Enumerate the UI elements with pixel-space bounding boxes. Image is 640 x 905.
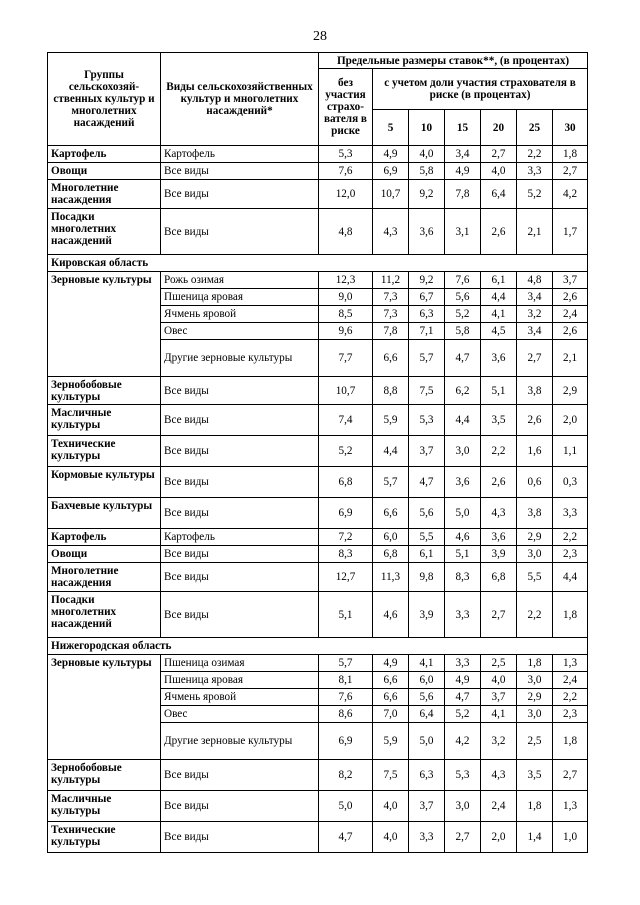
rate-value: 3,6 (409, 209, 445, 255)
crop-kind: Все виды (161, 760, 319, 791)
rate-value: 6,6 (373, 498, 409, 529)
rate-value: 4,1 (481, 306, 517, 323)
rate-value: 6,8 (319, 467, 373, 498)
rate-value: 5,8 (445, 323, 481, 340)
rate-value: 5,5 (409, 529, 445, 546)
rate-value: 3,6 (445, 467, 481, 498)
crop-kind: Рожь озимая (161, 272, 319, 289)
crop-kind: Все виды (161, 467, 319, 498)
rates-table (47, 52, 588, 853)
table-row (48, 467, 588, 498)
rate-value: 2,5 (481, 655, 517, 672)
rate-value: 4,5 (481, 323, 517, 340)
crop-kind: Пшеница яровая (161, 672, 319, 689)
rate-value: 4,9 (373, 655, 409, 672)
rate-value: 7,5 (409, 377, 445, 405)
rate-value: 6,6 (373, 672, 409, 689)
region-title: Кировская область (48, 255, 588, 272)
crop-kind: Все виды (161, 436, 319, 467)
rate-value: 5,0 (445, 498, 481, 529)
rate-value: 7,3 (373, 289, 409, 306)
rate-value: 8,2 (319, 760, 373, 791)
rate-value: 3,6 (481, 340, 517, 377)
rate-value: 1,7 (553, 209, 588, 255)
crop-kind: Все виды (161, 180, 319, 209)
rate-value: 5,9 (373, 723, 409, 760)
rate-value: 5,0 (319, 791, 373, 822)
rate-value: 8,3 (445, 563, 481, 592)
rate-value: 2,2 (553, 689, 588, 706)
crop-kind: Ячмень яровой (161, 306, 319, 323)
rate-value: 5,1 (319, 592, 373, 638)
rate-value: 4,6 (373, 592, 409, 638)
rate-value: 3,4 (445, 146, 481, 163)
rate-value: 4,3 (481, 760, 517, 791)
rate-value: 5,1 (445, 546, 481, 563)
rate-value: 2,3 (553, 706, 588, 723)
rate-value: 7,7 (319, 340, 373, 377)
rate-value: 2,4 (553, 306, 588, 323)
rate-value: 5,6 (409, 689, 445, 706)
crop-kind: Ячмень яровой (161, 689, 319, 706)
rate-value: 3,3 (409, 822, 445, 853)
crop-group: Зернобобовые культуры (48, 760, 161, 791)
table-row (48, 791, 588, 822)
rate-value: 5,3 (409, 405, 445, 436)
table-row (48, 436, 588, 467)
rate-value: 1,3 (553, 655, 588, 672)
table-row (48, 163, 588, 180)
crop-kind: Картофель (161, 529, 319, 546)
rate-value: 3,4 (517, 289, 553, 306)
rate-value: 4,0 (481, 672, 517, 689)
crop-kind: Все виды (161, 592, 319, 638)
rate-value: 5,1 (481, 377, 517, 405)
rate-value: 5,8 (409, 163, 445, 180)
rate-value: 6,9 (373, 163, 409, 180)
rate-value: 10,7 (319, 377, 373, 405)
rate-value: 1,1 (553, 436, 588, 467)
rate-value: 6,9 (319, 723, 373, 760)
rate-value: 6,4 (481, 180, 517, 209)
table-row (48, 405, 588, 436)
rate-value: 5,7 (409, 340, 445, 377)
crop-group: Зерновые культуры (48, 655, 161, 760)
crop-group: Многолетние насаждения (48, 563, 161, 592)
rate-value: 4,0 (409, 146, 445, 163)
rate-value: 2,9 (553, 377, 588, 405)
rate-value: 3,7 (553, 272, 588, 289)
rate-value: 3,0 (517, 706, 553, 723)
rate-value: 7,6 (445, 272, 481, 289)
rate-value: 4,0 (481, 163, 517, 180)
rate-value: 3,6 (481, 529, 517, 546)
table-row (48, 529, 588, 546)
rate-value: 11,2 (373, 272, 409, 289)
crop-group: Овощи (48, 546, 161, 563)
table-row (48, 180, 588, 209)
share-header: 10 (409, 110, 445, 146)
rate-value: 5,6 (409, 498, 445, 529)
crop-kind: Все виды (161, 163, 319, 180)
rate-value: 4,4 (553, 563, 588, 592)
table-row (48, 272, 588, 289)
region-row (48, 255, 588, 272)
rate-value: 4,0 (373, 791, 409, 822)
rate-value: 4,9 (445, 672, 481, 689)
rate-value: 6,6 (373, 689, 409, 706)
crop-group: Технические культуры (48, 436, 161, 467)
rate-value: 7,6 (319, 163, 373, 180)
rate-value: 9,2 (409, 272, 445, 289)
rate-value: 4,7 (319, 822, 373, 853)
groups-header: Группы сельскохозяй-ственных культур и многолетних насаждений (48, 53, 161, 146)
kinds-header: Виды сельскохозяйственных культур и многолетних насаждений* (161, 53, 319, 146)
rate-value: 2,2 (553, 529, 588, 546)
rate-value: 7,2 (319, 529, 373, 546)
rate-value: 4,7 (445, 340, 481, 377)
crop-group: Масличные культуры (48, 405, 161, 436)
rate-value: 5,7 (373, 467, 409, 498)
rate-value: 7,8 (445, 180, 481, 209)
rate-value: 5,2 (445, 706, 481, 723)
rate-value: 2,5 (517, 723, 553, 760)
table-row (48, 655, 588, 672)
rate-value: 8,1 (319, 672, 373, 689)
rate-value: 7,8 (373, 323, 409, 340)
rate-value: 3,4 (517, 323, 553, 340)
page-number: 28 (313, 29, 327, 44)
rate-value: 4,9 (373, 146, 409, 163)
crop-kind: Все виды (161, 563, 319, 592)
rate-value: 0,3 (553, 467, 588, 498)
rate-value: 4,2 (553, 180, 588, 209)
rate-value: 2,6 (553, 323, 588, 340)
rate-value: 2,0 (481, 822, 517, 853)
rate-value: 11,3 (373, 563, 409, 592)
crop-kind: Овес (161, 706, 319, 723)
crop-kind: Пшеница озимая (161, 655, 319, 672)
rate-value: 6,1 (409, 546, 445, 563)
rate-value: 12,0 (319, 180, 373, 209)
rate-value: 7,6 (319, 689, 373, 706)
rate-value: 4,9 (445, 163, 481, 180)
rate-value: 2,2 (517, 146, 553, 163)
rate-value: 3,8 (517, 498, 553, 529)
table-row (48, 146, 588, 163)
rate-value: 4,1 (409, 655, 445, 672)
rate-value: 2,7 (553, 163, 588, 180)
rate-value: 3,8 (517, 377, 553, 405)
rate-value: 3,7 (481, 689, 517, 706)
rate-value: 1,0 (553, 822, 588, 853)
rate-value: 9,0 (319, 289, 373, 306)
crop-group: Технические культуры (48, 822, 161, 853)
table-row (48, 563, 588, 592)
rate-value: 1,3 (553, 791, 588, 822)
crop-kind: Все виды (161, 498, 319, 529)
rate-value: 1,8 (553, 592, 588, 638)
no-share-header: без участия страхо-вателя в риске (319, 69, 373, 146)
rate-value: 7,5 (373, 760, 409, 791)
rate-value: 3,2 (517, 306, 553, 323)
rate-value: 4,4 (373, 436, 409, 467)
rate-value: 2,9 (517, 689, 553, 706)
rate-value: 3,9 (409, 592, 445, 638)
rate-value: 5,2 (319, 436, 373, 467)
rate-value: 6,0 (373, 529, 409, 546)
rate-value: 7,3 (373, 306, 409, 323)
rate-value: 2,4 (481, 791, 517, 822)
share-header: 15 (445, 110, 481, 146)
rate-value: 2,2 (517, 592, 553, 638)
rate-value: 5,7 (319, 655, 373, 672)
table-row (48, 592, 588, 638)
rate-value: 1,8 (553, 146, 588, 163)
crop-kind: Все виды (161, 377, 319, 405)
crop-kind: Овес (161, 323, 319, 340)
crop-kind: Все виды (161, 209, 319, 255)
limits-header: Предельные размеры ставок**, (в процентах) (319, 53, 588, 69)
rate-value: 3,0 (445, 791, 481, 822)
rate-value: 2,0 (553, 405, 588, 436)
rate-value: 6,0 (409, 672, 445, 689)
rate-value: 2,7 (517, 340, 553, 377)
rate-value: 3,3 (445, 655, 481, 672)
rate-value: 6,9 (319, 498, 373, 529)
rate-value: 5,5 (517, 563, 553, 592)
rate-value: 8,8 (373, 377, 409, 405)
crop-kind: Другие зерновые культуры (161, 723, 319, 760)
crop-group: Овощи (48, 163, 161, 180)
crop-group: Посадки многолетних насаждений (48, 209, 161, 255)
rate-value: 1,8 (517, 655, 553, 672)
rate-value: 4,1 (481, 706, 517, 723)
rate-value: 2,4 (553, 672, 588, 689)
rate-value: 1,8 (553, 723, 588, 760)
rate-value: 4,3 (481, 498, 517, 529)
rate-value: 2,7 (481, 592, 517, 638)
rate-value: 2,7 (481, 146, 517, 163)
rate-value: 5,6 (445, 289, 481, 306)
rate-value: 2,6 (481, 209, 517, 255)
table-row (48, 546, 588, 563)
rate-value: 2,3 (553, 546, 588, 563)
rate-value: 1,6 (517, 436, 553, 467)
rate-value: 10,7 (373, 180, 409, 209)
rate-value: 3,5 (517, 760, 553, 791)
rate-value: 3,3 (517, 163, 553, 180)
table-row (48, 498, 588, 529)
rate-value: 8,5 (319, 306, 373, 323)
rate-value: 2,7 (445, 822, 481, 853)
crop-group: Картофель (48, 529, 161, 546)
rate-value: 4,4 (481, 289, 517, 306)
rate-value: 5,0 (409, 723, 445, 760)
region-title: Нижегородская область (48, 638, 588, 655)
crop-kind: Картофель (161, 146, 319, 163)
share-header: 5 (373, 110, 409, 146)
rate-value: 3,2 (481, 723, 517, 760)
rate-value: 3,7 (409, 791, 445, 822)
rate-value: 3,0 (445, 436, 481, 467)
rate-value: 5,2 (445, 306, 481, 323)
rate-value: 2,6 (553, 289, 588, 306)
rate-value: 4,4 (445, 405, 481, 436)
table-row (48, 377, 588, 405)
rate-value: 8,6 (319, 706, 373, 723)
crop-kind: Все виды (161, 405, 319, 436)
crop-kind: Все виды (161, 822, 319, 853)
rate-value: 3,9 (481, 546, 517, 563)
table-row (48, 760, 588, 791)
rate-value: 4,8 (517, 272, 553, 289)
rate-value: 7,1 (409, 323, 445, 340)
crop-kind: Все виды (161, 791, 319, 822)
crop-kind: Другие зерновые культуры (161, 340, 319, 377)
rate-value: 7,0 (373, 706, 409, 723)
rate-value: 6,2 (445, 377, 481, 405)
with-share-header: с учетом доли участия страхователя в риске (в процентах) (373, 69, 588, 110)
rate-value: 3,0 (517, 546, 553, 563)
rate-value: 1,8 (517, 791, 553, 822)
rate-value: 2,1 (517, 209, 553, 255)
rate-value: 2,9 (517, 529, 553, 546)
rate-value: 4,0 (373, 822, 409, 853)
table-row (48, 209, 588, 255)
crop-group: Зерновые культуры (48, 272, 161, 377)
rate-value: 1,4 (517, 822, 553, 853)
rate-value: 5,9 (373, 405, 409, 436)
rate-value: 2,6 (517, 405, 553, 436)
rate-value: 8,3 (319, 546, 373, 563)
rate-value: 4,2 (445, 723, 481, 760)
rate-value: 2,7 (553, 760, 588, 791)
rate-value: 3,3 (445, 592, 481, 638)
share-header: 30 (553, 110, 588, 146)
crop-group: Кормовые культуры (48, 467, 161, 498)
rate-value: 5,3 (445, 760, 481, 791)
rate-value: 3,1 (445, 209, 481, 255)
rate-value: 4,3 (373, 209, 409, 255)
rate-value: 4,8 (319, 209, 373, 255)
rate-value: 9,2 (409, 180, 445, 209)
rate-value: 5,3 (319, 146, 373, 163)
rate-value: 7,4 (319, 405, 373, 436)
rate-value: 6,8 (373, 546, 409, 563)
rate-value: 6,3 (409, 760, 445, 791)
crop-group: Картофель (48, 146, 161, 163)
rate-value: 6,8 (481, 563, 517, 592)
rate-value: 3,7 (409, 436, 445, 467)
crop-group: Многолетние насаждения (48, 180, 161, 209)
rate-value: 12,3 (319, 272, 373, 289)
table-row (48, 822, 588, 853)
rate-value: 6,4 (409, 706, 445, 723)
crop-kind: Все виды (161, 546, 319, 563)
rate-value: 2,6 (481, 467, 517, 498)
rate-value: 12,7 (319, 563, 373, 592)
rate-value: 3,3 (553, 498, 588, 529)
crop-group: Бахчевые культуры (48, 498, 161, 529)
crop-group: Масличные культуры (48, 791, 161, 822)
rate-value: 5,2 (517, 180, 553, 209)
rate-value: 9,6 (319, 323, 373, 340)
rate-value: 6,6 (373, 340, 409, 377)
rate-value: 4,7 (409, 467, 445, 498)
rate-value: 2,1 (553, 340, 588, 377)
crop-group: Посадки многолетних насаждений (48, 592, 161, 638)
rate-value: 6,7 (409, 289, 445, 306)
rate-value: 3,5 (481, 405, 517, 436)
rate-value: 9,8 (409, 563, 445, 592)
share-header: 25 (517, 110, 553, 146)
crop-group: Зернобобовые культуры (48, 377, 161, 405)
share-header: 20 (481, 110, 517, 146)
rate-value: 6,1 (481, 272, 517, 289)
crop-kind: Пшеница яровая (161, 289, 319, 306)
region-row (48, 638, 588, 655)
rate-value: 6,3 (409, 306, 445, 323)
rate-value: 0,6 (517, 467, 553, 498)
rate-value: 4,6 (445, 529, 481, 546)
rate-value: 4,7 (445, 689, 481, 706)
rate-value: 2,2 (481, 436, 517, 467)
rate-value: 3,0 (517, 672, 553, 689)
